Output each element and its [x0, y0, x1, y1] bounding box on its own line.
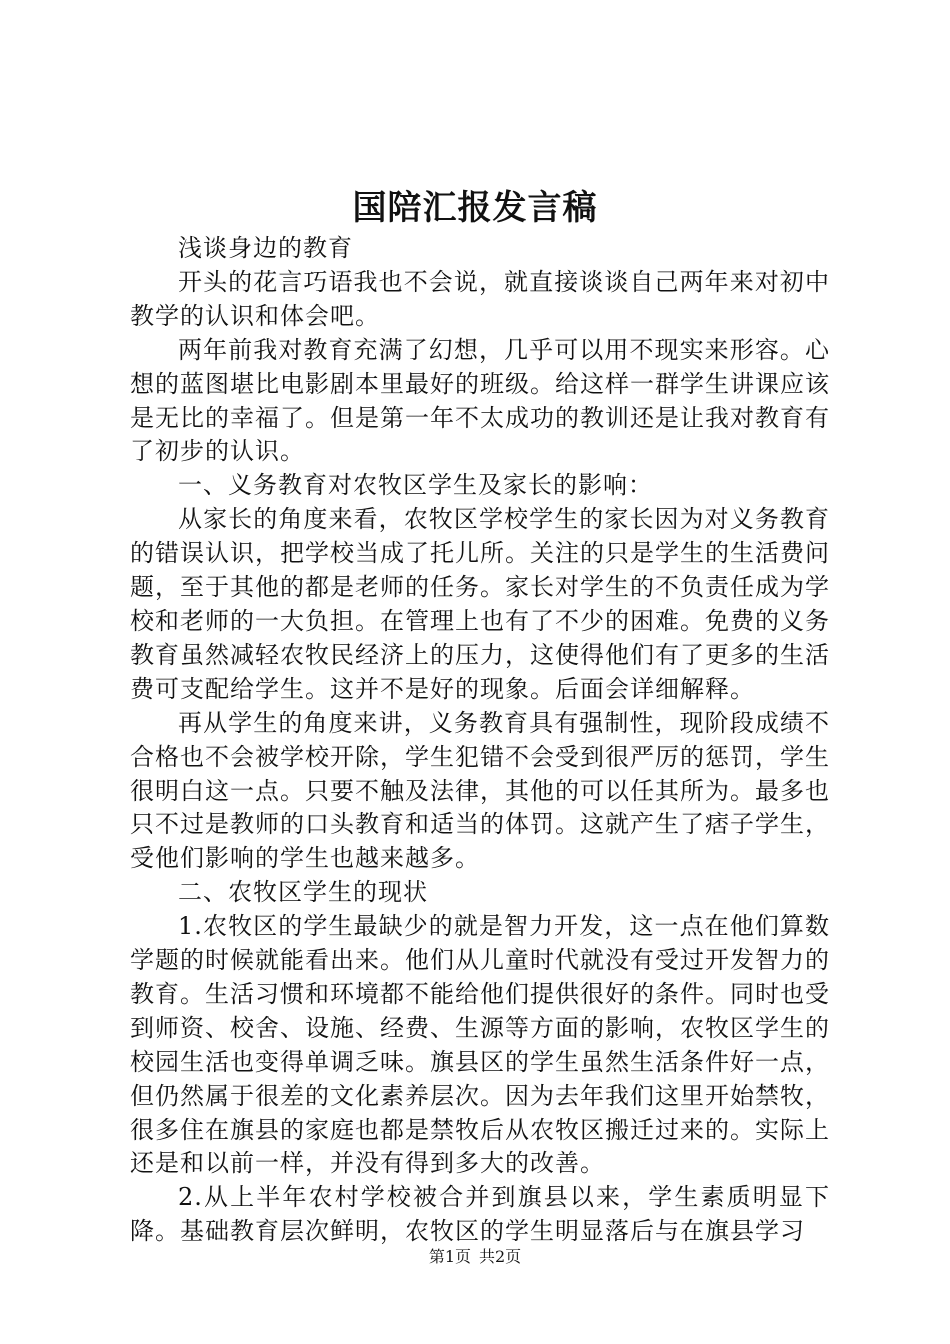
paragraph-point-1: 1.农牧区的学生最缺少的就是智力开发，这一点在他们算数学题的时候就能看出来。他们从儿童时代就没有受过开发智力的教育。生活习惯和环境都不能给他们提供很好的条件。同时也受到师资、校舍、设施、经费、生源等方面的影响，农牧区学生的校园生活也变得单调乏味。旗县区的学生虽然生活条件好一点，但仍然属于很差的文化素养层次。因为去年我们这里开始禁牧，很多住在旗县的家庭也都是禁牧后从农牧区搬迁过来的。实际上还是和以前一样，并没有得到多大的改善。	[130, 912, 830, 1178]
subtitle-paragraph: 浅谈身边的教育	[178, 234, 353, 262]
page-total: 共2页	[479, 1247, 522, 1266]
paragraph-background: 两年前我对教育充满了幻想，几乎可以用不现实来形容。心想的蓝图堪比电影剧本里最好的班级。给这样一群学生讲课应该是无比的幸福了。但是第一年不太成功的教训还是让我对教育有了初步的认识。	[130, 335, 830, 466]
section-heading-1: 一、义务教育对农牧区学生及家长的影响：	[178, 471, 653, 500]
paragraph-students: 再从学生的角度来讲，义务教育具有强制性，现阶段成绩不合格也不会被学校开除，学生犯错不会受到很严厉的惩罚，学生很明白这一点。只要不触及法律，其他的可以任其所为。最多也只不过是教师的口头教育和适当的体罚。这就产生了痞子学生，受他们影响的学生也越来越多。	[130, 708, 830, 873]
document-title: 国陪汇报发言稿	[352, 188, 598, 228]
document-body	[130, 232, 830, 1249]
page-number: 第1页	[428, 1247, 471, 1266]
paragraph-intro: 开头的花言巧语我也不会说，就直接谈谈自己两年来对初中教学的认识和体会吧。	[130, 267, 830, 330]
paragraph-parents: 从家长的角度来看，农牧区学校学生的家长因为对义务教育的错误认识，把学校当成了托儿所。关注的只是学生的生活费问题，至于其他的都是老师的任务。家长对学生的不负责任成为学校和老师的一大负担。在管理上也有了不少的困难。免费的义务教育虽然减轻农牧民经济上的压力，这使得他们有了更多的生活费可支配给学生。这并不是好的现象。后面会详细解释。	[130, 505, 830, 703]
section-heading-2: 二、农牧区学生的现状	[178, 878, 428, 907]
page-footer	[0, 1246, 950, 1268]
paragraph-point-2: 2.从上半年农村学校被合并到旗县以来，学生素质明显下降。基础教育层次鲜明，农牧区的学生明显落后与在旗县学习	[130, 1183, 830, 1246]
